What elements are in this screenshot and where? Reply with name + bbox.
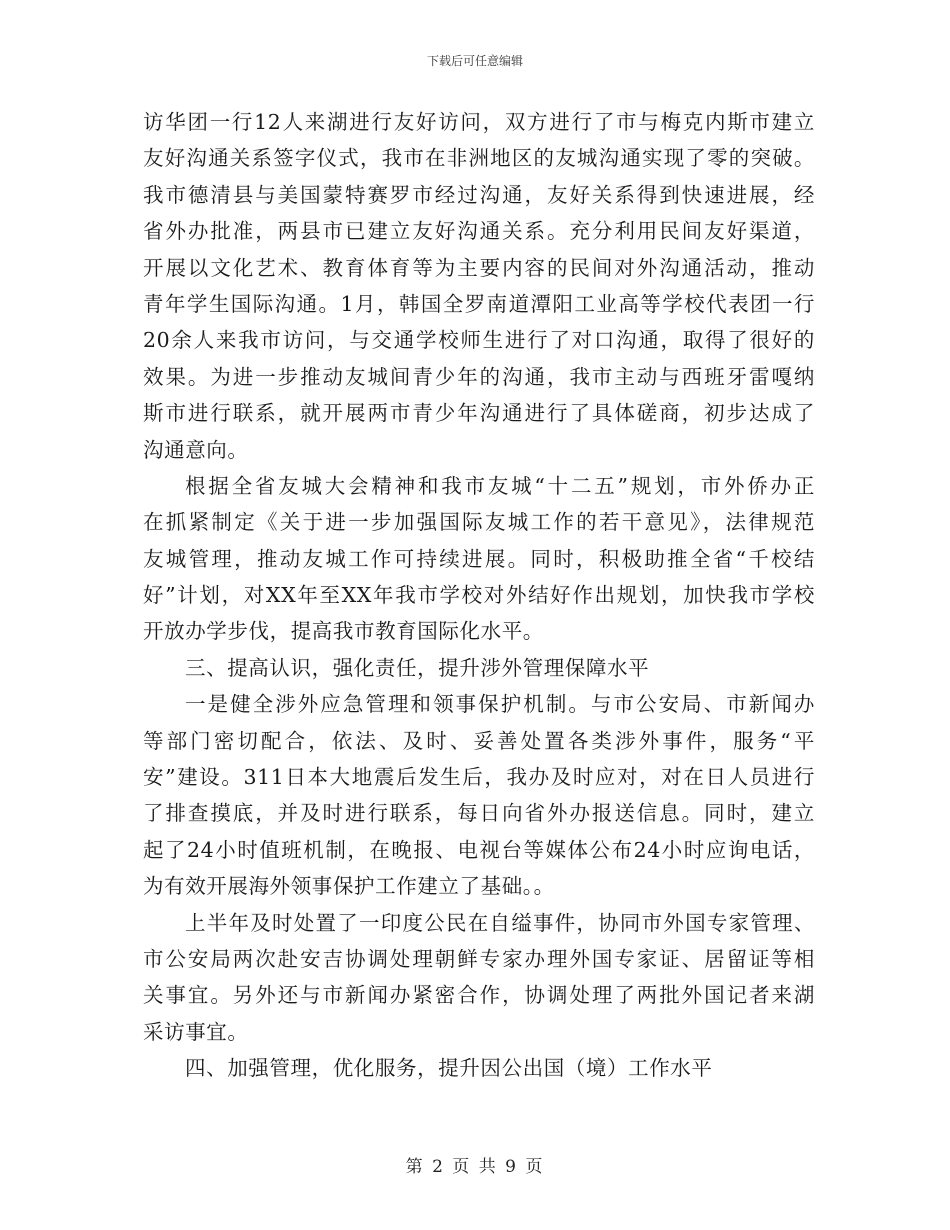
text-line: 我市德清县与美国蒙特赛罗市经过沟通，友好关系得到快速进展，经: [143, 182, 815, 207]
text-line: 省外办批准，两县市已建立友好沟通关系。充分利用民间友好渠道，: [143, 219, 815, 244]
text-line: 关事宜。另外还与市新闻办紧密合作，协调处理了两批外国记者来湖: [143, 983, 815, 1008]
text-line: 友城管理，推动友城工作可持续进展。同时，积极助推全省“千校结: [143, 546, 815, 571]
text-line: 20余人来我市访问，与交通学校师生进行了对口沟通，取得了很好的: [143, 328, 815, 353]
text-line: 起了24小时值班机制，在晚报、电视台等媒体公布24小时应询电话，: [143, 837, 815, 862]
text-line: 斯市进行联系，就开展两市青少年沟通进行了具体磋商，初步达成了: [143, 401, 815, 426]
page-header-note: 下载后可任意编辑: [426, 54, 523, 68]
text-line: 效果。为进一步推动友城间青少年的沟通，我市主动与西班牙雷嘎纳: [143, 364, 815, 389]
text-line: 为有效开展海外领事保护工作建立了基础。。: [143, 874, 555, 899]
text-line: 四、加强管理，优化服务，提升因公出国（境）工作水平: [185, 1056, 713, 1081]
text-line: 上半年及时处置了一印度公民在自缢事件，协同市外国专家管理、: [185, 910, 815, 935]
text-line: 等部门密切配合，依法、及时、妥善处置各类涉外事件，服务“平: [143, 728, 815, 753]
text-line: 一是健全涉外应急管理和领事保护机制。与市公安局、市新闻办: [185, 692, 815, 717]
text-line: 开展以文化艺术、教育体育等为主要内容的民间对外沟通活动，推动: [143, 255, 815, 280]
text-line: 友好沟通关系签字仪式，我市在非洲地区的友城沟通实现了零的突破。: [143, 146, 815, 171]
text-line: 三、提高认识，强化责任，提升涉外管理保障水平: [185, 655, 650, 680]
text-line: 青年学生国际沟通。1月，韩国全罗南道潭阳工业高等学校代表团一行: [143, 291, 815, 316]
text-line: 了排查摸底，并及时进行联系，每日向省外办报送信息。同时，建立: [143, 801, 815, 826]
page-number: 第 2 页 共 9 页: [405, 1157, 545, 1177]
text-line: 安”建设。311日本大地震后发生后，我办及时应对，对在日人员进行: [143, 765, 815, 790]
text-line: 好”计划，对XX年至XX年我市学校对外结好作出规划，加快我市学校: [143, 583, 815, 608]
text-line: 沟通意向。: [143, 437, 249, 462]
text-line: 开放办学步伐，提高我市教育国际化水平。: [143, 619, 544, 644]
text-line: 在抓紧制定《关于进一步加强国际友城工作的若干意见》，法律规范: [143, 510, 815, 535]
text-line: 市公安局两次赴安吉协调处理朝鲜专家办理外国专家证、居留证等相: [143, 946, 815, 971]
text-line: 访华团一行12人来湖进行友好访问，双方进行了市与梅克内斯市建立: [143, 110, 815, 134]
text-line: 采访事宜。: [143, 1019, 249, 1044]
document-body: [143, 104, 815, 1087]
text-line: 根据全省友城大会精神和我市友城“十二五”规划，市外侨办正: [185, 473, 815, 498]
